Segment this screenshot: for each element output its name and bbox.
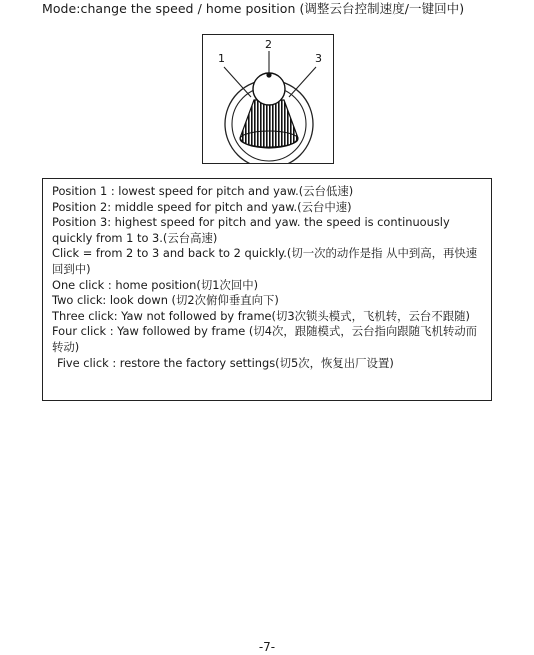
three-position-switch-illustration	[203, 35, 333, 163]
switch-knob-top	[253, 73, 285, 105]
position-3-label: 3	[315, 52, 322, 65]
page-number: -7-	[258, 640, 276, 654]
switch-tip-dot	[266, 72, 271, 77]
instructions-box	[42, 178, 492, 401]
instruction-position-1: Position 1 : lowest speed for pitch and yaw.(云台低速)	[52, 184, 354, 198]
instruction-position-3: Position 3: highest speed for pitch and yaw. the speed is continuously quickly from 1 to 3.(云台高速)	[52, 215, 450, 245]
instruction-three-click: Three click: Yaw not followed by frame(切3次锁头模式，飞机转，云台不跟随)	[52, 308, 470, 323]
instruction-click-definition: Click = from 2 to 3 and back to 2 quickly.(切一次的动作是指 从中到高，再快速回到中)	[52, 246, 478, 276]
instruction-five-click: Five click : restore the factory settings(切5次，恢复出厂设置)	[57, 355, 394, 370]
switch-knob-body	[240, 100, 298, 148]
position-2-label: 2	[265, 38, 272, 51]
instruction-four-click: Four click : Yaw followed by frame (切4次，跟随模式，云台指向跟随飞机转动而转动)	[52, 324, 478, 354]
page-heading: Mode:change the speed / home position (调整云台控制速度/一键回中)	[42, 1, 465, 16]
switch-diagram	[202, 34, 334, 164]
instruction-two-click: Two click: look down (切2次俯仰垂直向下)	[52, 293, 279, 308]
instruction-position-2: Position 2: middle speed for pitch and yaw.(云台中速)	[52, 199, 352, 214]
position-1-label: 1	[218, 52, 225, 65]
instruction-one-click: One click : home position(切1次回中)	[52, 277, 259, 292]
position-3-pointer	[289, 67, 316, 97]
